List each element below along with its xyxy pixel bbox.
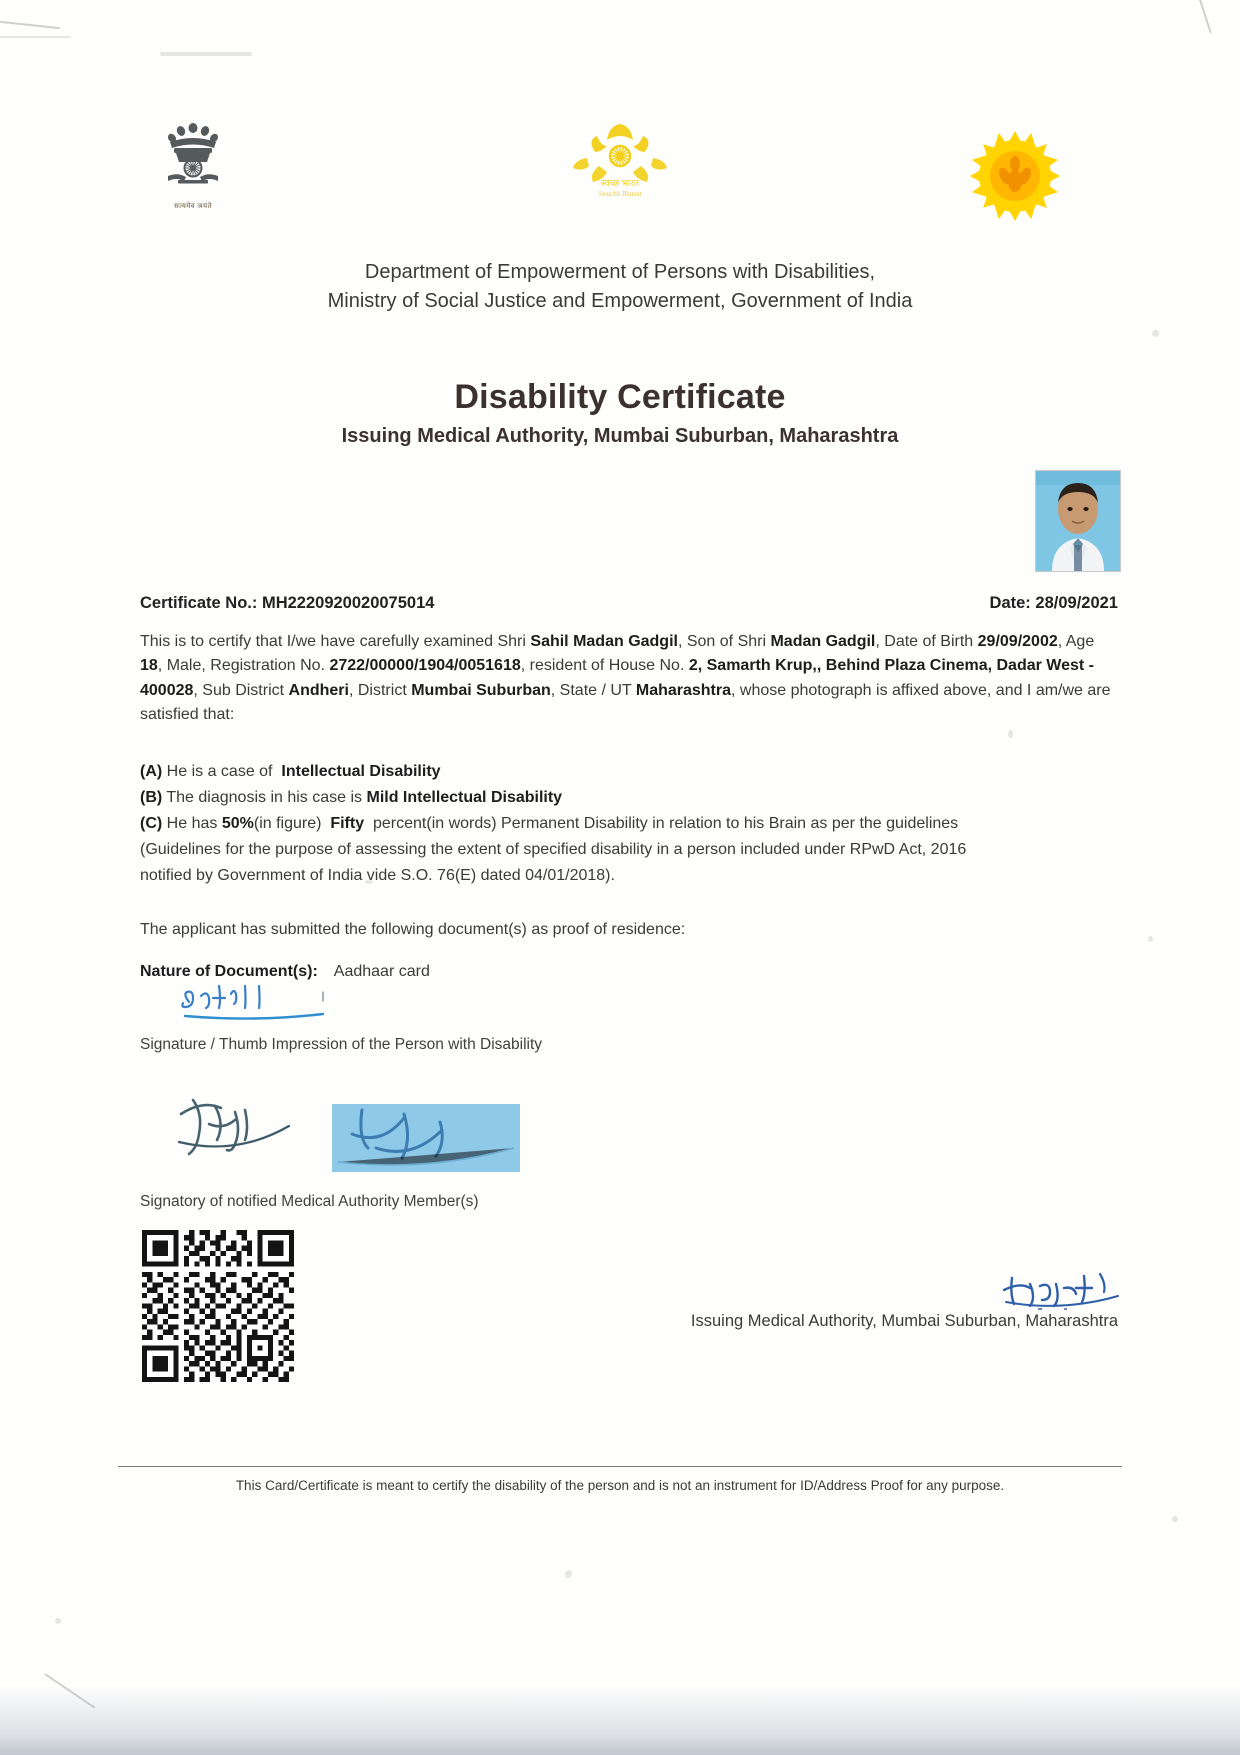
member-signature [175, 1090, 315, 1170]
sub-district-label: , Sub District [193, 681, 285, 699]
clause-a-text: He is a case of [166, 763, 273, 780]
age-label: , Age [1057, 633, 1095, 650]
certificate-date-value: 28/09/2021 [1035, 594, 1118, 612]
address-line-2: Behind Plaza Cinema, Dadar West - 400028 [140, 657, 1094, 699]
clause-c-text-2: (in figure) [253, 814, 322, 832]
emblem-row [0, 118, 1240, 228]
son-of-label: , Son of Shri [677, 633, 767, 650]
father-name: Madan Gadgil [770, 633, 876, 650]
person-name: Sahil Madan Gadgil [530, 633, 678, 650]
certificate-date [990, 594, 1118, 613]
applicant-signature [175, 980, 350, 1030]
ministry-line-1: Department of Empowerment of Persons with Disabilities, [364, 261, 876, 283]
clause-c-text-1: He has [166, 814, 218, 832]
verification-qr-code [142, 1230, 294, 1382]
scan-corner-fold-topright [1194, 0, 1211, 33]
residence-intro: The applicant has submitted the following document(s) as proof of residence: [140, 921, 686, 938]
clause-b-marker: (B) [140, 788, 163, 806]
certificate-number-value: MH2220920020075014 [261, 594, 435, 612]
footer-divider [118, 1466, 1122, 1467]
dob-label: , Date of Birth [875, 633, 974, 650]
nature-of-documents-value: Aadhaar card [333, 963, 430, 980]
dob-value: 29/09/2002 [977, 633, 1058, 650]
clause-c-figure: 50% [221, 814, 254, 832]
nature-of-documents-label: Nature of Document(s): [140, 963, 318, 980]
ministry-heading [0, 258, 1240, 316]
issuing-authority-line: Issuing Medical Authority, Mumbai Suburban, Maharashtra [690, 1312, 1118, 1330]
scan-corner-fold-bottomleft [45, 1673, 96, 1708]
footer-disclaimer: This Card/Certificate is meant to certify the disability of the person and is not an instrument for ID/Address Proof for any purpose. [235, 1478, 1005, 1493]
certificate-meta-row [140, 594, 1118, 613]
address-line-1: 2, Samarth Krup,, [688, 657, 822, 675]
certificate-date-label: Date: [989, 594, 1031, 612]
svg-text:Swachh Bharat: Swachh Bharat [598, 190, 642, 198]
scan-speck-6 [1172, 1516, 1178, 1522]
medical-authority-stamp [332, 1104, 520, 1172]
sun-rosette-logo-icon [960, 126, 1070, 226]
resident-label: , resident of House No. [520, 657, 685, 675]
residence-block [140, 918, 1120, 984]
svg-text:स्वच्छ भारत: स्वच्छ भारत [600, 178, 640, 188]
scan-speck-5 [563, 1569, 573, 1579]
certificate-number-label: Certificate No.: [140, 594, 258, 612]
page-subtitle: Issuing Medical Authority, Mumbai Suburban, Maharashtra [341, 425, 899, 447]
scan-corner-fold-topleft [0, 21, 60, 29]
registration-number: 2722/00000/1904/0051618 [329, 657, 521, 675]
body-intro: This is to certify that I/we have carefully examined Shri [140, 633, 526, 650]
clause-a [140, 760, 1120, 785]
certificate-number [140, 594, 434, 613]
national-emblem-caption: सत्यमेव जयते [174, 203, 212, 210]
member-signature-caption: Signatory of notified Medical Authority Member(s) [140, 1193, 479, 1210]
clause-b [140, 786, 1120, 811]
clauses-block [140, 760, 1120, 890]
clause-c-words: Fifty [330, 814, 365, 832]
age-value: 18 [140, 657, 158, 675]
ministry-line-2: Ministry of Social Justice and Empowerment, Government of India [327, 290, 913, 312]
state-label: , State / UT [550, 681, 632, 699]
clause-c [140, 812, 1120, 837]
scan-speck-4 [1148, 936, 1153, 942]
swachh-bharat-logo-icon [560, 122, 680, 208]
certification-paragraph [140, 630, 1120, 727]
page-title: Disability Certificate [454, 378, 786, 416]
scan-speck-2 [1008, 730, 1013, 738]
applicant-signature-caption: Signature / Thumb Impression of the Person with Disability [140, 1036, 543, 1053]
sub-district-value: Andheri [288, 681, 349, 699]
clause-c-guidelines-1: (Guidelines for the purpose of assessing the extent of specified disability in a person included under RPwD Act, 2016 [140, 840, 967, 858]
clause-b-value: Mild Intellectual Disability [366, 788, 563, 806]
clause-b-text: The diagnosis in his case is [166, 788, 363, 806]
scan-bottom-shadow [0, 1685, 1240, 1755]
scan-streak-topleft [0, 36, 70, 38]
state-value: Maharashtra [635, 681, 732, 699]
scan-speck-1 [1152, 330, 1159, 337]
national-emblem-of-india-icon [148, 118, 238, 211]
scan-speck-7 [55, 1618, 61, 1624]
scan-streak-top [160, 52, 252, 56]
district-label: , District [348, 681, 407, 699]
applicant-photograph [1035, 470, 1121, 572]
gender-registration-label: , Male, Registration No. [157, 657, 325, 675]
clause-c-guidelines-2: notified by Government of India vide S.O. 76(E) dated 04/01/2018). [140, 866, 615, 884]
district-value: Mumbai Suburban [411, 681, 551, 699]
body-closing: , whose photograph is affixed above, and I am/we are satisfied that: [140, 681, 1111, 723]
clause-a-value: Intellectual Disability [281, 763, 441, 780]
clause-c-marker: (C) [140, 814, 163, 832]
clause-c-text-3: percent(in words) Permanent Disability in relation to his Brain as per the guidelines [373, 814, 959, 832]
clause-a-marker: (A) [140, 763, 163, 780]
